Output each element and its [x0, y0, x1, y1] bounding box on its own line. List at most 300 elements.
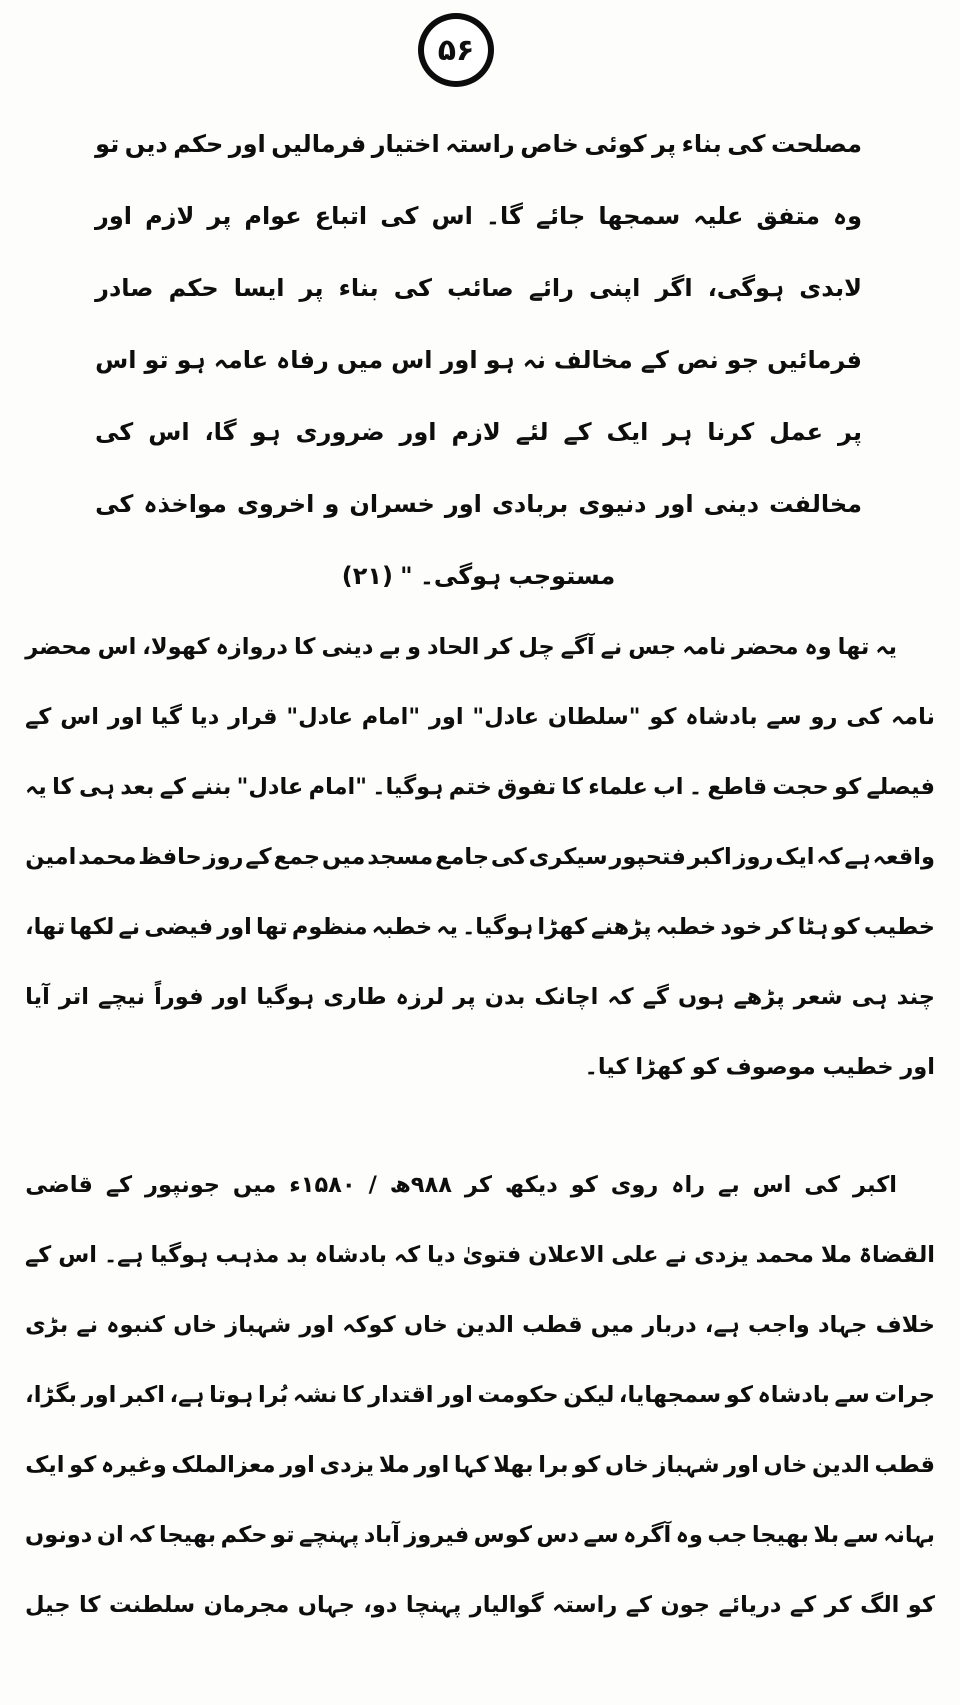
word: جیل: [25, 1592, 71, 1618]
word: دریائے: [718, 1592, 782, 1618]
word: دیں: [124, 130, 168, 158]
word: اس: [60, 704, 99, 730]
word: و: [406, 634, 421, 660]
word: یہ: [25, 774, 47, 800]
word: کے: [159, 774, 186, 800]
word: سے: [843, 1522, 879, 1548]
word: دیا: [190, 704, 220, 730]
word: دروازہ: [215, 634, 288, 660]
word: بگڑا،: [25, 1382, 77, 1408]
word: میں: [590, 1312, 635, 1338]
word: ہوگی۔: [419, 562, 502, 590]
word: کہ: [393, 1242, 421, 1268]
text-line: [25, 1220, 935, 1290]
word: تو: [95, 130, 120, 158]
word: یزدی: [319, 1452, 375, 1478]
word: مسجد: [367, 844, 434, 870]
word: عامہ: [213, 346, 269, 374]
text-line: [25, 1570, 935, 1640]
word: گا،: [204, 418, 237, 446]
word: بُرا: [258, 1382, 289, 1408]
word: خاں: [763, 1452, 808, 1478]
word: اتر: [58, 984, 89, 1010]
word: کوکہ: [342, 1312, 396, 1338]
word: سے: [583, 1522, 619, 1548]
word: روز: [203, 844, 244, 870]
word: اس: [752, 1172, 792, 1198]
word: ہوگیا۔: [462, 914, 534, 940]
word: "امام: [361, 704, 421, 730]
word: لازم: [451, 418, 501, 446]
word: موصوف: [725, 1054, 816, 1080]
word: سلطنت: [108, 1592, 196, 1618]
word: کی: [846, 704, 883, 730]
text-line: [95, 468, 862, 540]
word: دیکھ: [504, 1172, 558, 1198]
word: کر: [766, 914, 794, 940]
word: اور: [399, 418, 437, 446]
text-line: [95, 108, 862, 180]
word: خاں: [173, 1312, 218, 1338]
word: فیضی: [144, 914, 214, 940]
word: فرمالیں: [271, 130, 367, 158]
word: اس: [431, 202, 473, 230]
word: علی: [611, 1242, 659, 1268]
word: حکم: [220, 1522, 268, 1548]
word: آگرہ: [623, 1522, 672, 1548]
word: تھا: [256, 914, 288, 940]
word: دو،: [363, 1592, 398, 1618]
word: خسران: [349, 490, 435, 518]
word: برا: [538, 1452, 569, 1478]
word: اور: [438, 1382, 473, 1408]
word: منظوم: [291, 914, 368, 940]
word: ہو: [176, 346, 206, 374]
word: (۲۱): [341, 562, 393, 590]
word: /: [368, 1172, 377, 1198]
word: کے: [25, 704, 52, 730]
word: مصلحت: [770, 130, 862, 158]
word: اور: [228, 130, 266, 158]
word: اور: [444, 490, 482, 518]
text-line: [25, 1360, 935, 1430]
word: واجب: [748, 1312, 810, 1338]
word: محمد: [755, 1242, 814, 1268]
word: کے: [640, 346, 669, 374]
word: ۱۵۸۰ء: [289, 1172, 356, 1198]
word: تو: [144, 346, 169, 374]
word: اکبر: [853, 1172, 897, 1198]
word: کا: [342, 1382, 364, 1408]
word: پڑھنے: [591, 914, 652, 940]
word: قطب: [874, 1452, 935, 1478]
word: شہباز: [653, 1452, 720, 1478]
word: ایک: [606, 418, 649, 446]
word: گیا: [151, 704, 182, 730]
word: بہانہ: [883, 1522, 935, 1548]
word: ہے،: [704, 1312, 740, 1338]
word: خطیب: [863, 914, 935, 940]
word: پر: [299, 274, 324, 302]
word: ملا: [820, 1242, 852, 1268]
word: اور: [107, 704, 143, 730]
word: فیصلے: [866, 774, 935, 800]
paragraph-fatwa-against-akbar: [25, 1150, 935, 1640]
word: کو: [725, 1382, 753, 1408]
word: پر: [652, 130, 677, 158]
word: جونپور: [145, 1172, 221, 1198]
word: ہی: [851, 984, 888, 1010]
word: یہ: [436, 914, 458, 940]
word: کو: [69, 1452, 97, 1478]
word: ہو: [485, 346, 515, 374]
word: اس: [148, 418, 190, 446]
word: کی: [380, 202, 419, 230]
text-line: [25, 612, 935, 682]
word: وہ: [675, 1522, 703, 1548]
word: کی: [804, 1172, 841, 1198]
word: کے: [245, 844, 272, 870]
word: و: [324, 490, 340, 518]
word: لیکن: [563, 1382, 615, 1408]
word: اور: [280, 1452, 315, 1478]
word: کی: [393, 274, 433, 302]
word: پہنچے: [299, 1522, 360, 1548]
word: الاعلان: [528, 1242, 605, 1268]
word: روی: [610, 1172, 659, 1198]
word: اس: [391, 346, 433, 374]
word: کی: [95, 418, 134, 446]
word: کو: [570, 1172, 598, 1198]
word: خطبہ: [655, 914, 717, 940]
word: القضاۃ: [858, 1242, 935, 1268]
word: خود: [720, 914, 763, 940]
text-line: [95, 324, 862, 396]
word: روز: [733, 844, 774, 870]
word: اختیار: [371, 130, 440, 158]
text-line: [25, 682, 935, 752]
word: کو: [691, 1054, 719, 1080]
word: بادشاہ: [685, 704, 758, 730]
word: کرنا: [707, 418, 755, 446]
word: شعر: [793, 984, 843, 1010]
word: کوس: [473, 1522, 532, 1548]
word: ہے: [844, 844, 871, 870]
word: راہ: [671, 1172, 706, 1198]
word: نے: [76, 1312, 99, 1338]
text-line: [25, 1500, 935, 1570]
word: پر: [453, 984, 476, 1010]
word: محضر: [25, 634, 92, 660]
text-block: [0, 100, 960, 1640]
word: آیا: [25, 984, 50, 1010]
word: شہباز: [225, 1312, 292, 1338]
word: یہ: [875, 634, 897, 660]
word: میں: [232, 1172, 277, 1198]
word: اور: [724, 1452, 759, 1478]
word: متفق: [756, 202, 820, 230]
word: قاطع: [707, 774, 768, 800]
word: کیا۔: [584, 1054, 629, 1080]
word: نے: [118, 914, 141, 940]
word: جہاں: [297, 1592, 355, 1618]
word: بننے: [191, 774, 232, 800]
word: لکھا: [69, 914, 115, 940]
word: سیکری: [528, 844, 608, 870]
word: تو: [272, 1522, 295, 1548]
word: ہوگی،: [707, 274, 785, 302]
word: ہو: [251, 418, 281, 446]
word: علماء: [588, 774, 648, 800]
word: قطب: [522, 1312, 583, 1338]
word: ایک: [775, 844, 815, 870]
text-line: [95, 252, 862, 324]
word: معزالملک: [171, 1452, 276, 1478]
word: رائے: [528, 274, 574, 302]
word: اور: [299, 1312, 335, 1338]
word: ہوتا: [209, 1382, 254, 1408]
text-line: [95, 540, 862, 612]
word: مستوجب: [508, 562, 616, 590]
word: کو: [907, 1592, 935, 1618]
word: بے: [718, 1172, 740, 1198]
word: اس: [95, 346, 137, 374]
word: فتحپور: [609, 844, 686, 870]
word: اپنی: [589, 274, 641, 302]
text-line: [25, 1150, 935, 1220]
word: صائب: [447, 274, 514, 302]
word: اور: [428, 704, 464, 730]
word: دینی: [703, 490, 760, 518]
word: عادل": [236, 774, 304, 800]
word: دنیوی: [578, 490, 647, 518]
word: خاں: [605, 1452, 649, 1478]
page-number: ۵۶: [437, 32, 475, 68]
word: خاں: [403, 1312, 448, 1338]
word: ہوگیا: [256, 984, 315, 1010]
word: کہ: [607, 984, 634, 1010]
word: بد: [286, 1242, 308, 1268]
word: کو: [649, 704, 677, 730]
word: کا: [293, 634, 316, 660]
word: جامع: [435, 844, 490, 870]
text-line: [25, 1290, 935, 1360]
word: اور: [656, 490, 694, 518]
word: نے: [665, 1242, 688, 1268]
word: دس: [536, 1522, 579, 1548]
word: پڑھے: [733, 984, 785, 1010]
word: بڑی: [25, 1312, 69, 1338]
word: آباد: [363, 1522, 400, 1548]
word: کا: [78, 1592, 101, 1618]
word: اب: [653, 774, 684, 800]
page-number-badge: [418, 13, 494, 87]
word: ہر: [663, 418, 693, 446]
word: کے: [625, 1592, 653, 1618]
word: وغیرہ: [101, 1452, 167, 1478]
word: اچانک: [534, 984, 599, 1010]
word: اقتدار: [368, 1382, 434, 1408]
word: فیروز: [404, 1522, 470, 1548]
word: اکبر: [687, 844, 732, 870]
word: سمجھا: [598, 202, 681, 230]
word: کو: [573, 1452, 601, 1478]
word: ہوگیا: [150, 1242, 209, 1268]
paragraph-mahzarnama-consequences: [25, 612, 935, 1102]
word: جس: [628, 634, 677, 660]
word: میں: [321, 844, 366, 870]
word: عمل: [769, 418, 824, 446]
word: سے: [766, 704, 802, 730]
word: کے: [563, 418, 592, 446]
word: مذہب: [215, 1242, 280, 1268]
word: عادل": [286, 704, 353, 730]
word: کو: [832, 914, 860, 940]
word: تھا: [837, 634, 870, 660]
word: اور: [414, 1452, 450, 1478]
text-line: [25, 892, 935, 962]
word: الدین: [812, 1452, 870, 1478]
word: پر: [838, 418, 862, 446]
word: پر: [207, 202, 232, 230]
word: گوالیار: [469, 1592, 544, 1618]
word: محضر: [732, 634, 799, 660]
word: دینی: [321, 634, 374, 660]
quoted-mahzarnama-excerpt: [95, 108, 862, 612]
word: کے: [105, 1172, 133, 1198]
word: اس: [58, 1242, 97, 1268]
word: سے: [834, 1382, 870, 1408]
word: اخروی: [236, 490, 315, 518]
word: ہے،: [169, 1382, 205, 1408]
word: ایسا: [233, 274, 285, 302]
word: چل: [518, 634, 555, 660]
word: اور: [81, 1382, 117, 1408]
word: ختم: [448, 774, 492, 800]
word: حکومت: [477, 1382, 559, 1408]
word: کی: [95, 490, 134, 518]
word: کھڑا: [537, 914, 588, 940]
word: مجرمان: [203, 1592, 290, 1618]
word: اس: [97, 634, 137, 660]
word: چند: [896, 984, 935, 1010]
text-line: [25, 1430, 935, 1500]
word: رو: [810, 704, 838, 730]
word: نشہ: [292, 1382, 338, 1408]
word: کہا: [453, 1452, 489, 1478]
word: قاضی: [25, 1172, 93, 1198]
word: گا۔: [485, 202, 523, 230]
word: بھیجا: [158, 1522, 217, 1548]
word: راستہ: [552, 1592, 618, 1618]
word: جمع: [273, 844, 321, 870]
text-line: [25, 962, 935, 1032]
word: بدن: [484, 984, 526, 1010]
word: اور: [95, 202, 133, 230]
word: فوراً: [154, 984, 204, 1010]
word: خاص: [520, 130, 579, 158]
word: الحاد: [426, 634, 480, 660]
word: نیچے: [98, 984, 146, 1010]
word: پہنچا: [405, 1592, 462, 1618]
word: اگر: [655, 274, 693, 302]
word: بادشاہ: [757, 1382, 830, 1408]
word: گے: [642, 984, 669, 1010]
word: ۔: [688, 774, 703, 800]
word: بادشاہ: [314, 1242, 387, 1268]
word: رفاہ: [276, 346, 329, 374]
word: حافظ: [138, 844, 202, 870]
word: ہوگیا۔: [372, 774, 444, 800]
word: نامہ: [890, 704, 935, 730]
word: اور: [212, 984, 248, 1010]
word: عوام: [244, 202, 302, 230]
word: ہے۔: [103, 1242, 144, 1268]
word: یزدی: [694, 1242, 749, 1268]
word: حکم: [168, 274, 219, 302]
word: الدین: [456, 1312, 514, 1338]
word: مخالف: [553, 346, 633, 374]
word: کہ: [816, 844, 843, 870]
text-line: [25, 822, 935, 892]
word: ضروری: [295, 418, 385, 446]
word: ": [400, 562, 413, 590]
word: کا: [561, 774, 583, 800]
word: راستہ: [445, 130, 515, 158]
word: دونوں: [25, 1522, 93, 1548]
word: دربار: [642, 1312, 697, 1338]
word: امین: [25, 844, 77, 870]
word: کے: [25, 1242, 52, 1268]
word: کو: [834, 774, 862, 800]
word: کہ: [128, 1522, 155, 1548]
word: علیہ: [693, 202, 744, 230]
word: بعد: [120, 774, 155, 800]
word: حکم: [173, 130, 224, 158]
text-line: [95, 180, 862, 252]
word: کھڑا: [635, 1054, 685, 1080]
word: واقعہ: [872, 844, 935, 870]
word: اور: [217, 914, 252, 940]
word: قرار: [228, 704, 278, 730]
word: ہٹا: [797, 914, 829, 940]
word: نص: [676, 346, 719, 374]
word: آگے: [560, 634, 595, 660]
word: وہ: [804, 634, 832, 660]
word: کر: [485, 634, 513, 660]
word: طاری: [323, 984, 387, 1010]
text-line: [25, 1032, 935, 1102]
word: ۹۸۸ھ: [389, 1172, 452, 1198]
word: خطیب: [822, 1054, 894, 1080]
word: لابدی: [799, 274, 862, 302]
word: نہ: [522, 346, 546, 374]
word: اکبر: [120, 1382, 165, 1408]
word: وہ: [833, 202, 862, 230]
word: کے: [789, 1592, 817, 1618]
word: ہی: [78, 774, 115, 800]
word: کی: [490, 844, 527, 870]
word: کی: [727, 130, 766, 158]
word: بھیجا: [751, 1522, 810, 1548]
word: مواخذہ: [143, 490, 227, 518]
word: اتباع: [314, 202, 368, 230]
word: مخالفت: [769, 490, 862, 518]
word: ایک: [25, 1452, 65, 1478]
word: بربادی: [491, 490, 569, 518]
word: الگ: [860, 1592, 900, 1618]
word: نامہ: [682, 634, 727, 660]
